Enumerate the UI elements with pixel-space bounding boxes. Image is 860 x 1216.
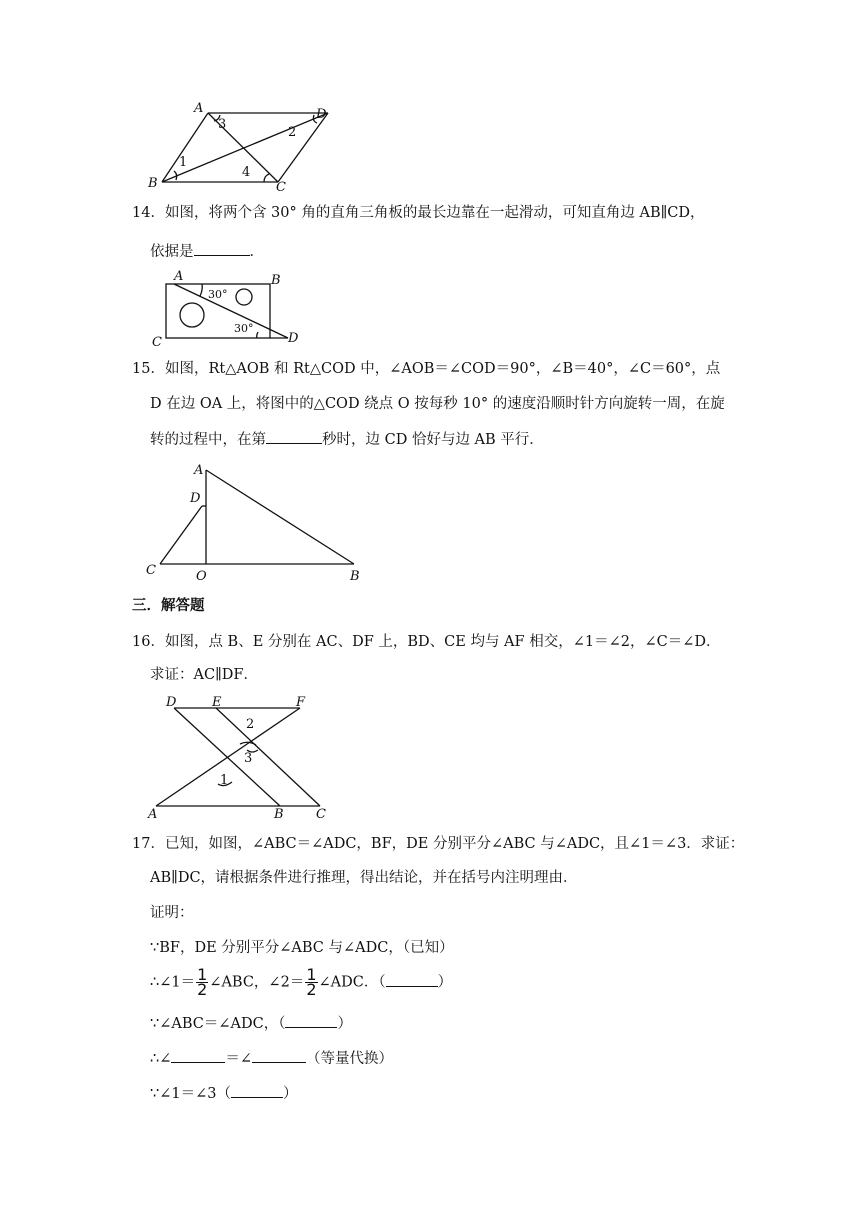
q15-text-3-suffix: 秒时，边 CD 恰好与边 AB 平行． [322,432,544,448]
q14-text-2-prefix: 依据是 [150,244,194,260]
q17-step-5 [150,1083,297,1104]
q17-step-3-a: ∵∠ABC＝∠ADC，（ [150,1016,286,1032]
figure-16-crossing-lines [140,692,350,822]
q17-proof-label: 证明： [150,905,194,921]
label-O: O [196,569,207,584]
q15-line-3 [150,429,544,450]
fraction-denominator: 2 [306,980,317,999]
label-A: A [194,463,204,478]
figure-15-triangles [140,458,370,588]
label-B: B [274,807,284,822]
q17-step-3 [150,1013,352,1034]
line-EC [216,708,320,806]
q14-number: 14． [132,205,165,221]
q17-step-4 [150,1048,393,1069]
q17-reason-blank-1[interactable] [386,972,438,987]
label-D: D [166,695,177,710]
angle-label-1: 1 [220,773,229,788]
q17-step-5-b: ） [282,1086,298,1102]
q17-line-1 [132,834,744,854]
angle-label-4: 4 [242,165,251,180]
line-AF [156,708,300,806]
q14-answer-blank[interactable] [194,241,250,256]
q17-step-1-text: ∵BF，DE 分别平分∠ABC 与∠ADC，（已知） [150,940,454,956]
hole-small [236,289,252,305]
q15-number: 15． [132,361,165,377]
q17-number: 17． [132,836,165,852]
edge-CD [160,506,202,564]
q17-reason-blank-2[interactable] [285,1013,337,1028]
q14-text-1: 如图，将两个含 30° 角的直角三角板的最长边靠在一起滑动，可知直角边 AB∥CD， [164,205,705,221]
q15-line-2 [150,394,725,414]
fraction-numerator: 1 [197,965,208,984]
q15-text-3-prefix: 转的过程中，在第 [150,432,266,448]
q17-angle-blank-1[interactable] [171,1048,225,1063]
q17-step-3-b: ） [337,1016,352,1032]
fraction-numerator: 1 [306,965,317,984]
fraction-one-half [196,965,208,999]
angle-label-30-bottom: 30° [234,322,254,335]
q17-text-1: 已知，如图，∠ABC＝∠ADC，BF，DE 分别平分∠ABC 与∠ADC，且∠1＝∠3．求证： [164,836,745,852]
label-C: C [146,563,156,578]
q17-reason-blank-3[interactable] [231,1083,283,1098]
label-A: A [174,269,184,284]
q17-step-4-a: ∴∠ [150,1051,172,1067]
q14-text-2-suffix: ． [249,244,264,260]
q15-answer-blank[interactable] [266,429,322,444]
label-B: B [350,569,360,584]
q16-line-2 [150,665,258,685]
q14-line-2 [150,241,264,262]
angle-label-30-top: 30° [208,288,228,301]
label-F: F [296,695,306,710]
q17-angle-blank-2[interactable] [252,1048,306,1063]
q17-step-4-b: ＝∠ [225,1051,253,1067]
label-C: C [316,807,326,822]
edge-AB [206,470,354,564]
label-D: D [316,107,327,122]
q17-step-2-b: ∠ABC，∠2＝ [209,974,305,991]
label-A: A [148,807,158,822]
label-E: E [212,695,222,710]
angle-label-3: 3 [218,117,227,132]
q17-step-5-a: ∵∠1＝∠3（ [150,1086,231,1102]
angle-label-2: 2 [246,717,255,732]
q17-line-2 [150,868,578,888]
label-D: D [288,331,299,346]
q16-number: 16． [132,634,165,650]
q17-text-2: AB∥DC，请根据条件进行推理，得出结论，并在括号内注明理由． [150,870,578,886]
q17-step-1 [150,938,454,958]
line-DB [174,708,280,806]
angle-label-3: 3 [244,751,253,766]
fraction-denominator: 2 [197,980,208,999]
label-D: D [190,491,201,506]
figure-13-parallelogram [140,100,340,195]
label-B: B [148,176,158,191]
q17-step-2 [150,965,453,999]
section-3-heading: 三．解答题 [132,598,205,614]
label-C: C [152,335,162,350]
q15-line-1 [132,359,720,379]
hypotenuse-AD [174,284,288,338]
label-A: A [194,101,204,116]
fraction-one-half-2 [305,965,317,999]
hole-large [180,303,204,327]
edge-AB [162,113,208,182]
q16-text-2: 求证：AC∥DF． [150,667,258,683]
q17-step-2-a: ∴∠1＝ [150,974,196,991]
angle-label-1: 1 [179,155,188,170]
q17-step-2-c: ∠ADC．（ [318,974,386,991]
q17-step-2-d: ） [437,974,453,991]
q16-text-1: 如图，点 B、E 分别在 AC、DF 上，BD、CE 均与 AF 相交，∠1＝∠2，∠C＝∠D． [164,634,721,650]
label-B: B [271,273,281,288]
q17-step-4-c: （等量代换） [306,1051,394,1067]
q16-line-1 [132,632,720,652]
angle-label-2: 2 [288,125,297,140]
q15-text-2: D 在边 OA 上，将图中的△COD 绕点 O 按每秒 10° 的速度沿顺时针方向旋转一周，在旋 [150,396,725,412]
figure-14-set-squares [140,268,320,348]
q15-text-1: 如图，Rt△AOB 和 Rt△COD 中，∠AOB＝∠COD＝90°，∠B＝40°，∠C＝60°，点 [164,361,721,377]
label-C: C [276,180,286,195]
q14-line-1 [132,203,705,223]
